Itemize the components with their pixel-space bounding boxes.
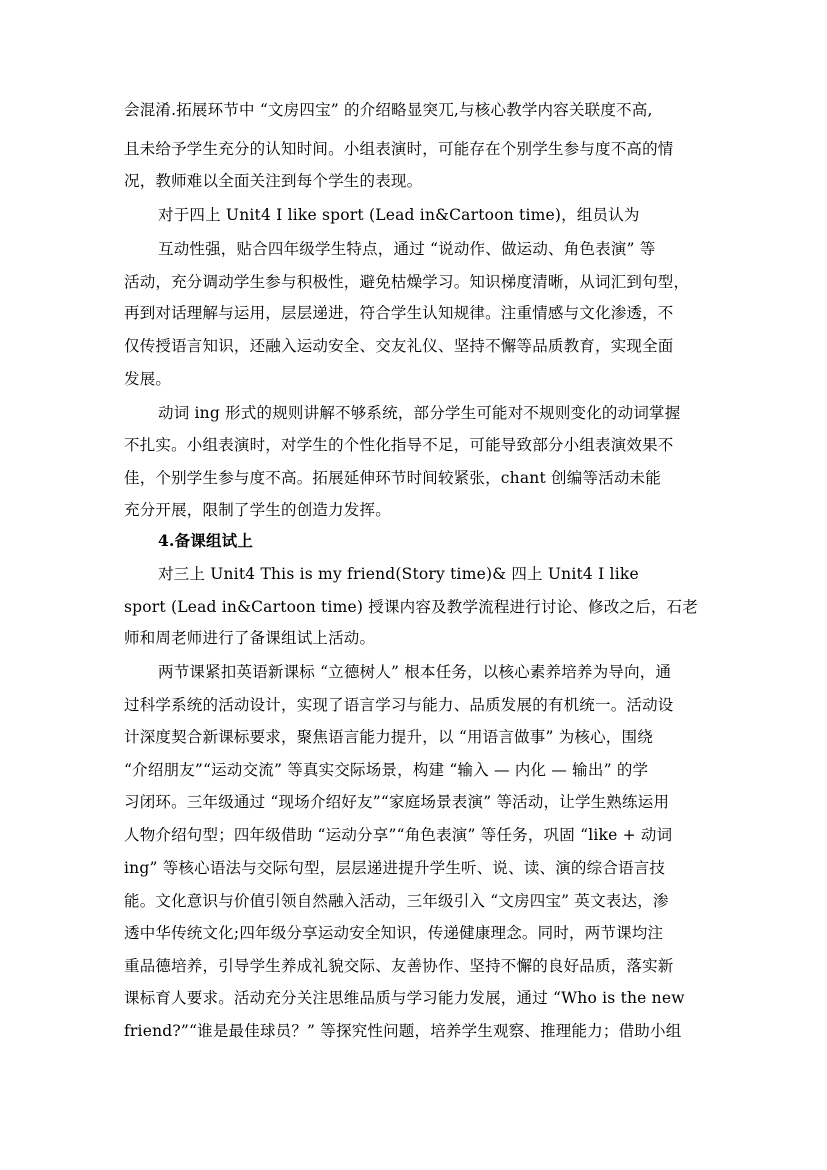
paragraph-line: 充分开展，限制了学生的创造力发挥。 [124,501,391,519]
paragraph-line: 再到对话理解与运用，层层递进，符合学生认知规律。注重情感与文化渗透，不 [124,304,674,322]
paragraph-line: 况，教师难以全面关注到每个学生的表现。 [124,172,423,190]
paragraph-line: 人物介绍句型；四年级借助 “运动分享”“角色表演” 等任务，巩固 “like + 动词 [124,826,673,844]
paragraph-line: 过科学系统的活动设计，实现了语言学习与能力、品质发展的有机统一。活动设 [124,696,674,714]
paragraph-line: “介绍朋友”“运动交流” 等真实交际场景，构建 “输入 — 内化 — 输出” 的学 [124,761,649,779]
section-heading: 4.备课组试上 [158,531,254,550]
paragraph-line: 习闭环。三年级通过 “现场介绍好友”“家庭场景表演” 等活动，让学生熟练运用 [124,793,670,811]
paragraph-line: 发展。 [124,370,172,388]
paragraph-line: 对于四上 Unit4 I like sport (Lead in&Cartoon time)，组员认为 [158,206,640,224]
paragraph-line: 会混淆.拓展环节中 “文房四宝” 的介绍略显突兀,与核心教学内容关联度不高, [124,101,653,119]
paragraph-line: 计深度契合新课标要求，聚焦语言能力提升，以 “用语言做事” 为核心，围绕 [124,728,653,746]
paragraph-line: 佳，个别学生参与度不高。拓展延伸环节时间较紧张，chant 创编等活动未能 [124,469,661,487]
paragraph-line: 动词 ing 形式的规则讲解不够系统，部分学生可能对不规则变化的动词掌握 [158,404,681,422]
paragraph-line: 能。文化意识与价值引领自然融入活动，三年级引入 “文房四宝” 英文表达，渗 [124,892,669,910]
paragraph-line: 活动，充分调动学生参与积极性，避免枯燥学习。知识梯度清晰，从词汇到句型， [124,273,690,291]
paragraph-line: 重品德培养，引导学生养成礼貌交际、友善协作、坚持不懈的良好品质，落实新 [124,957,674,975]
paragraph-line: ing” 等核心语法与交际句型，层层递进提升学生听、说、读、演的综合语言技 [124,859,666,877]
paragraph-line: 仅传授语言知识，还融入运动安全、交友礼仪、坚持不懈等品质教育，实现全面 [124,337,674,355]
paragraph-line: 对三上 Unit4 This is my friend(Story time)& 四上 Unit4 I like [158,565,639,583]
paragraph-line: friend?”“谁是最佳球员？” 等探究性问题，培养学生观察、推理能力；借助小组 [124,1022,682,1040]
paragraph-line: 课标育人要求。活动充分关注思维品质与学习能力发展，通过 “Who is the new [124,989,685,1007]
paragraph-line: 且未给予学生充分的认知时间。小组表演时，可能存在个别学生参与度不高的情 [124,140,674,158]
paragraph-line: 师和周老师进行了备课组试上活动。 [124,629,376,647]
paragraph-line: 互动性强，贴合四年级学生特点，通过 “说动作、做运动、角色表演” 等 [158,240,656,258]
paragraph-line: 不扎实。小组表演时，对学生的个性化指导不足，可能导致部分小组表演效果不 [124,436,674,454]
paragraph-line: 两节课紧扣英语新课标 “立德树人” 根本任务，以核心素养培养为导向，通 [158,663,672,681]
paragraph-line: 透中华传统文化;四年级分享运动安全知识，传递健康理念。同时，两节课均注 [124,924,664,942]
paragraph-line: sport (Lead in&Cartoon time) 授课内容及教学流程进行讨论、修改之后，石老 [124,598,698,616]
